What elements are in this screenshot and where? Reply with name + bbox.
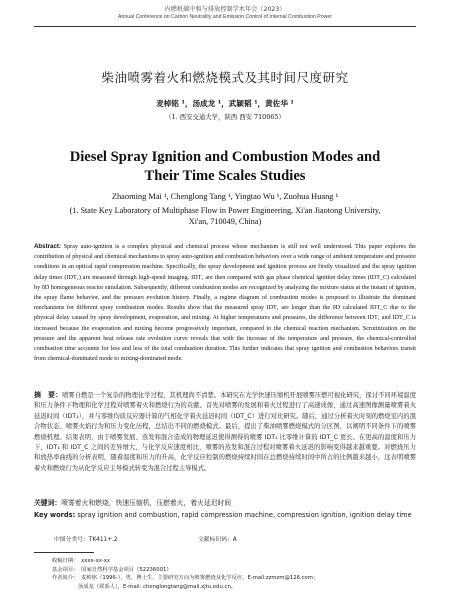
footnote-author-info: 作者简介： 麦棹铭（1996-），男，博士生，主要研究方向为喷雾燃烧及化学反应，E-mail:zzmzm@126.com； [52, 575, 319, 581]
keywords-en-label: Key words: [34, 511, 76, 519]
footnote-corresponding: 汤成龙（联系人），E-mail: chenglongtang@mail.xjtu.edu.cn。 [78, 583, 237, 590]
running-header [0, 6, 450, 21]
paper-title-en [0, 148, 450, 186]
abstract-cn [34, 390, 416, 474]
paper-title-en-line2: Their Time Scales Studies [144, 168, 306, 184]
keywords-en [34, 510, 416, 520]
clc-number [54, 534, 118, 543]
document-code [198, 534, 237, 543]
header-divider [34, 26, 416, 27]
paper-title-en-line1: Diesel Spray Ignition and Combustion Modes and [69, 149, 381, 165]
abstract-cn-label: 摘 要： [34, 391, 63, 399]
footnote-fund: 基金项目： 国家自然科学基金项目（52236001） [52, 566, 172, 573]
authors-en: Zhaoming Mai ¹, Chenglong Tang ¹, Yingtao Wu ¹, Zuohua Huang ¹ [111, 192, 339, 201]
authors-cn: 麦棹铭 ¹，汤成龙 ¹，武颖韬 ¹，黄佐华 ¹ [156, 99, 294, 108]
document-code-label: 文献标识码： [198, 537, 233, 543]
footnote-received: 收稿日期： xxxx-xx-xx [52, 558, 111, 564]
keywords-cn-text: 喷雾着火和燃烧，快速压缩机，压燃着火，着火延迟时间 [61, 499, 232, 507]
affiliation-cn: （1. 西安交通大学，陕西 西安 710065） [165, 113, 285, 121]
abstract-en-text: Spray auto-ignition is a complex physical and chemical process whose mechanism is still not well understood. This paper explores the contribution of physical and chemical mechanisms to spray auto-ignition and combustion behaviors over a wide range of ambient temperature and pressure conditions in an optical rapid compression machine. Specifically, the spray development and ignition process are firstly visualized and the spray ignition delay times (IDT₁) are measured through high-speed imaging. IDT₁ are then compared with gas phase chemical ignition delay times (IDT_C) calculated by 0D homogeneous reactor simulation. Subsequently, different combustion modes are recognized by analyzing the mixture status at the instant of ignition, the spray flame behavior, and the pressure evolution history. Finally, a regime diagram of combustion modes is proposed to illustrate the dominant mechanisms for different spray combustion modes. Results show that the measured spray IDT₁ are longer than the 0D calculated IDT_C due to the physical delay caused by spray development, evaporation, and mixing. At higher temperatures and pressures, the difference between IDT₁ and IDT_C is increased because the evaporation and mixing become progressively important, compared to the chemical reaction mechanism. Scrutinization on the pressure and the apparent heat release rate evolution curve reveals that with the increase of the temperature and pressure, the chemical-controlled combustion time accounts for less and less of the total combustion duration. This further indicates that spray ignition and combustion behaviors transit from chemical-dominated mode to mixing-dominated mode. [34, 244, 416, 363]
clc-label: 中图分类号： [54, 537, 89, 543]
keywords-cn-label: 关键词： [34, 499, 62, 507]
paper-title-cn: 柴油喷雾着火和燃烧模式及其时间尺度研究 [101, 70, 349, 85]
clc-value: TK411+.2 [88, 537, 118, 543]
footnote [52, 557, 416, 591]
keywords-cn [34, 497, 416, 507]
abstract-en-label: Abstract: [34, 243, 61, 250]
keywords-en-text: spray ignition and combustion, rapid compression machine, compression ignition, ignition delay time [77, 511, 412, 519]
document-code-value: A [232, 537, 237, 543]
abstract-cn-text: 喷雾自燃是一个复杂的物理化学过程，其机理尚不清楚。本研究在光学快速压缩机开展喷雾压燃可视化研究，探讨不同环境温度和压力条件下物理和化学过程对喷雾着火和燃烧行为的贡献。首先对喷雾的发展和着火过程进行了高速成像，通过高速图像测量喷雾着火延迟时间（IDT₁），并与零维均质反应器计算的气相化学着火延迟时间（IDT_C）进行对比研究。随后，通过分析着火时刻的燃烧室内的混合物状态、喷雾火焰行为和压力变化历程，总结出不同的燃烧模式。最后，提出了柴油喷雾燃烧模式的分区图，以阐明不同条件下的喷雾燃烧机理。结果表明，由于喷雾发展、蒸发和混合造成的物理延迟使得测得的喷雾 IDT₁ 比零维计算的 IDT_C 更长。在更高的温度和压力下，IDT₁ 和 IDT_C 之间的差异增大，与化学反应速度相比，喷雾的蒸发和混合过程对喷雾着火延迟的影响变得越来越重要。对燃烧压力和放热率曲线的分析表明，随着温度和压力的升高，化学反应控制的燃烧持续时间在总燃烧持续时间中所占的比例越来越小，这表明喷雾着火和燃烧行为从化学反应主导模式转变为混合过程主导模式。 [34, 392, 417, 472]
abstract-en [34, 242, 416, 364]
affiliation-en: (1. State Key Laboratory of Multiphase Flow in Power Engineering, Xi'an Jiaotong University, Xi'an, 710049, China) [69, 206, 381, 226]
footnote-divider [34, 552, 94, 553]
conference-name-cn: 内燃机碳中和与排放控制学术年会（2023） [164, 6, 286, 13]
conference-name-en: Annual Conference on Carbon Neutrality and Emission Control of Internal Combustion Power [118, 14, 332, 20]
